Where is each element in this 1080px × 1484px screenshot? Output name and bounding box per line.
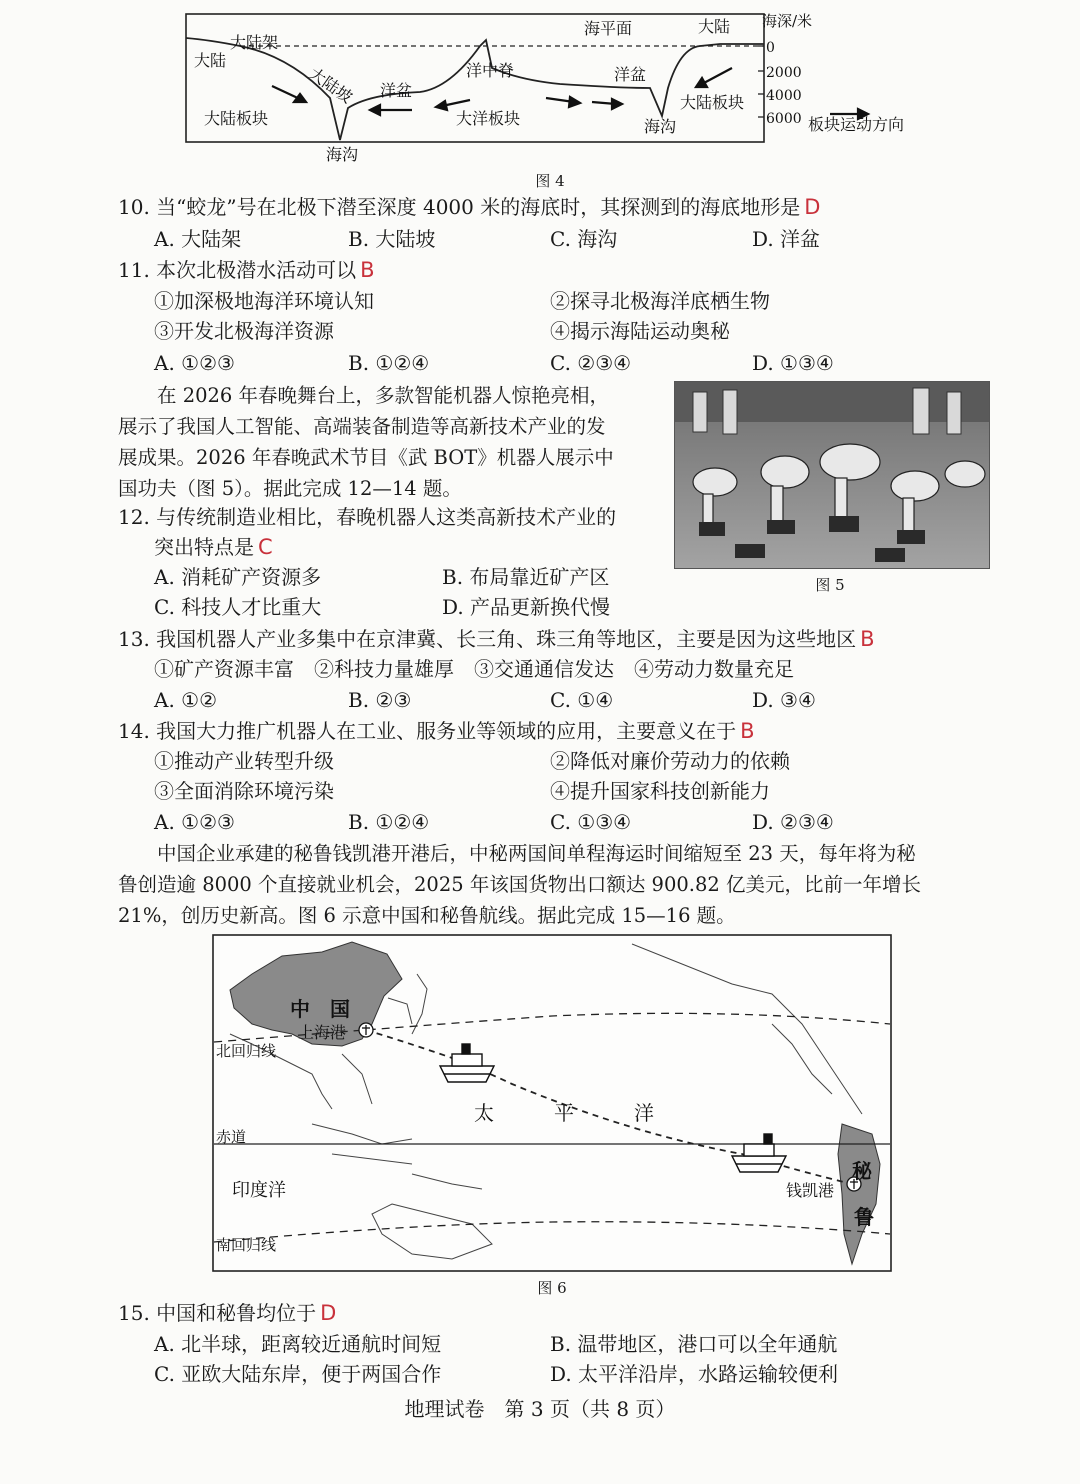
label-oceanic-plate: 大洋板块 (456, 109, 521, 128)
anchor-icon (359, 1023, 373, 1037)
question-15-stem: 15. 中国和秘鲁均位于 (118, 1301, 317, 1325)
question-15-answer: D (320, 1301, 337, 1325)
label-depth-axis: 海深/米 (762, 12, 813, 30)
question-11-option-b: B. ①②④ (348, 351, 430, 375)
label-sea-level: 海平面 (584, 19, 633, 38)
question-14-option-b: B. ①②④ (348, 810, 430, 834)
map-label-chancay-port: 钱凯港 (786, 1181, 835, 1200)
map-label-tropic-of-capricorn: 南回归线 (216, 1236, 277, 1254)
figure-5-caption: 图 5 (815, 576, 845, 594)
depth-tick-0: 0 (766, 40, 775, 56)
passage-chancay-line-2: 鲁创造逾 8000 个直接就业机会，2025 年该国货物出口额达 900.82 亿美元，比前一年增长 (118, 873, 921, 896)
question-10-option-c: C. 海沟 (550, 227, 618, 251)
question-13-option-d: D. ③④ (752, 688, 816, 712)
question-11-option-a: A. ①②③ (154, 351, 235, 375)
question-11-item-3: ③开发北极海洋资源 (154, 319, 334, 343)
question-14-item-4: ④提升国家科技创新能力 (550, 779, 770, 803)
question-13-answer: B (860, 627, 875, 651)
figure-5-photo (674, 381, 990, 569)
robot-performance-image (675, 382, 989, 568)
question-13-option-b: B. ②③ (348, 688, 412, 712)
question-10-option-d: D. 洋盆 (752, 227, 821, 251)
question-15-option-d: D. 太平洋沿岸，水路运输较便利 (550, 1362, 839, 1386)
page-footer: 地理试卷 第 3 页（共 8 页） (404, 1397, 676, 1421)
question-12-answer: C (258, 535, 273, 559)
map-label-shanghai-port: 上海港 (298, 1023, 347, 1042)
question-12-option-a: A. 消耗矿产资源多 (154, 565, 322, 589)
label-trench-right: 海沟 (644, 117, 677, 136)
map-label-tropic-of-cancer: 北回归线 (216, 1042, 277, 1060)
question-11-item-2: ②探寻北极海洋底栖生物 (550, 289, 770, 313)
map-label-peru-1: 秘 (852, 1159, 872, 1183)
question-14-option-c: C. ①③④ (550, 810, 632, 834)
question-14-item-1: ①推动产业转型升级 (154, 749, 334, 773)
passage-robots-line-1: 在 2026 年春晚舞台上，多款智能机器人惊艳亮相， (118, 384, 610, 407)
question-11-item-1: ①加深极地海洋环境认知 (154, 289, 374, 313)
question-10 (118, 194, 820, 220)
depth-tick-6000: 6000 (766, 111, 802, 127)
question-11-stem: 11. 本次北极潜水活动可以 (118, 258, 357, 282)
passage-chancay-line-3: 21%，创历史新高。图 6 示意中国和秘鲁航线。据此完成 15—16 题。 (118, 904, 736, 927)
ocean-floor-profile-diagram (180, 8, 940, 168)
question-15-option-a: A. 北半球，距离较近通航时间短 (154, 1332, 442, 1356)
question-13 (118, 626, 875, 652)
question-14-option-a: A. ①②③ (154, 810, 235, 834)
question-12-option-c: C. 科技人才比重大 (154, 595, 322, 619)
map-label-indian-ocean: 印度洋 (232, 1180, 286, 1201)
question-12-option-b: B. 布局靠近矿产区 (442, 565, 610, 589)
passage-chancay-line-1: 中国企业承建的秘鲁钱凯港开港后，中秘两国间单程海运时间缩短至 23 天，每年将为秘 (118, 842, 916, 865)
passage-chancay-port (118, 838, 998, 931)
question-14-stem: 14. 我国大力推广机器人在工业、服务业等领域的应用，主要意义在于 (118, 719, 737, 743)
label-trench-left: 海沟 (326, 145, 359, 164)
china-peru-route-map (212, 934, 892, 1272)
question-10-option-b: B. 大陆坡 (348, 227, 436, 251)
label-continental-shelf: 大陆架 (230, 33, 279, 52)
question-12-option-d: D. 产品更新换代慢 (442, 595, 611, 619)
question-14-item-2: ②降低对廉价劳动力的依赖 (550, 749, 790, 773)
label-basin-right: 洋盆 (614, 65, 647, 84)
question-10-answer: D (804, 195, 821, 219)
question-14-answer: B (740, 719, 755, 743)
figure-4-caption: 图 4 (535, 172, 565, 190)
question-11-option-d: D. ①③④ (752, 351, 834, 375)
question-13-option-c: C. ①④ (550, 688, 614, 712)
figure-6 (212, 934, 892, 1272)
passage-robots-line-4: 国功夫（图 5）。据此完成 12—14 题。 (118, 477, 462, 500)
question-14-option-d: D. ②③④ (752, 810, 834, 834)
label-mid-ocean-ridge: 洋中脊 (466, 61, 515, 80)
passage-robots (118, 380, 668, 504)
question-12 (154, 534, 273, 560)
question-10-stem: 10. 当“蛟龙”号在北极下潜至深度 4000 米的海底时，其探测到的海底地形是 (118, 195, 801, 219)
figure-6-caption: 图 6 (537, 1279, 567, 1297)
question-11-option-c: C. ②③④ (550, 351, 632, 375)
map-label-china: 中 国 (290, 997, 350, 1021)
question-11-item-4: ④揭示海陆运动奥秘 (550, 319, 730, 343)
question-11-answer: B (360, 258, 375, 282)
question-15 (118, 1300, 336, 1326)
question-13-items: ①矿产资源丰富 ②科技力量雄厚 ③交通通信发达 ④劳动力数量充足 (154, 657, 794, 681)
question-11 (118, 257, 375, 283)
question-12-stem-line-1: 12. 与传统制造业相比，春晚机器人这类高新技术产业的 (118, 505, 617, 529)
label-continental-plate-left: 大陆板块 (204, 109, 269, 128)
passage-robots-line-3: 展成果。2026 年春晚武术节目《武 BOT》机器人展示中 (118, 446, 614, 469)
label-continent-right: 大陆 (698, 17, 731, 36)
question-15-option-c: C. 亚欧大陆东岸，便于两国合作 (154, 1362, 442, 1386)
question-15-option-b: B. 温带地区，港口可以全年通航 (550, 1332, 838, 1356)
map-label-pacific-ocean: 太 平 洋 (474, 1101, 654, 1125)
label-continental-slope: 大陆坡 (305, 63, 356, 107)
legend-plate-motion: 板块运动方向 (808, 115, 905, 134)
question-10-option-a: A. 大陆架 (154, 227, 242, 251)
depth-tick-4000: 4000 (766, 88, 802, 104)
figure-4 (180, 8, 940, 168)
question-13-stem: 13. 我国机器人产业多集中在京津冀、长三角、珠三角等地区，主要是因为这些地区 (118, 627, 857, 651)
passage-robots-line-2: 展示了我国人工智能、高端装备制造等高新技术产业的发 (118, 415, 606, 438)
label-basin-left: 洋盆 (380, 81, 413, 100)
label-continent-left: 大陆 (194, 51, 227, 70)
question-14-item-3: ③全面消除环境污染 (154, 779, 334, 803)
depth-tick-2000: 2000 (766, 65, 802, 81)
question-13-option-a: A. ①② (154, 688, 218, 712)
map-label-peru-2: 鲁 (854, 1205, 874, 1229)
question-12-stem-line-2: 突出特点是 (154, 535, 254, 559)
map-label-equator: 赤道 (216, 1128, 247, 1146)
label-continental-plate-right: 大陆板块 (680, 93, 745, 112)
question-14 (118, 718, 755, 744)
